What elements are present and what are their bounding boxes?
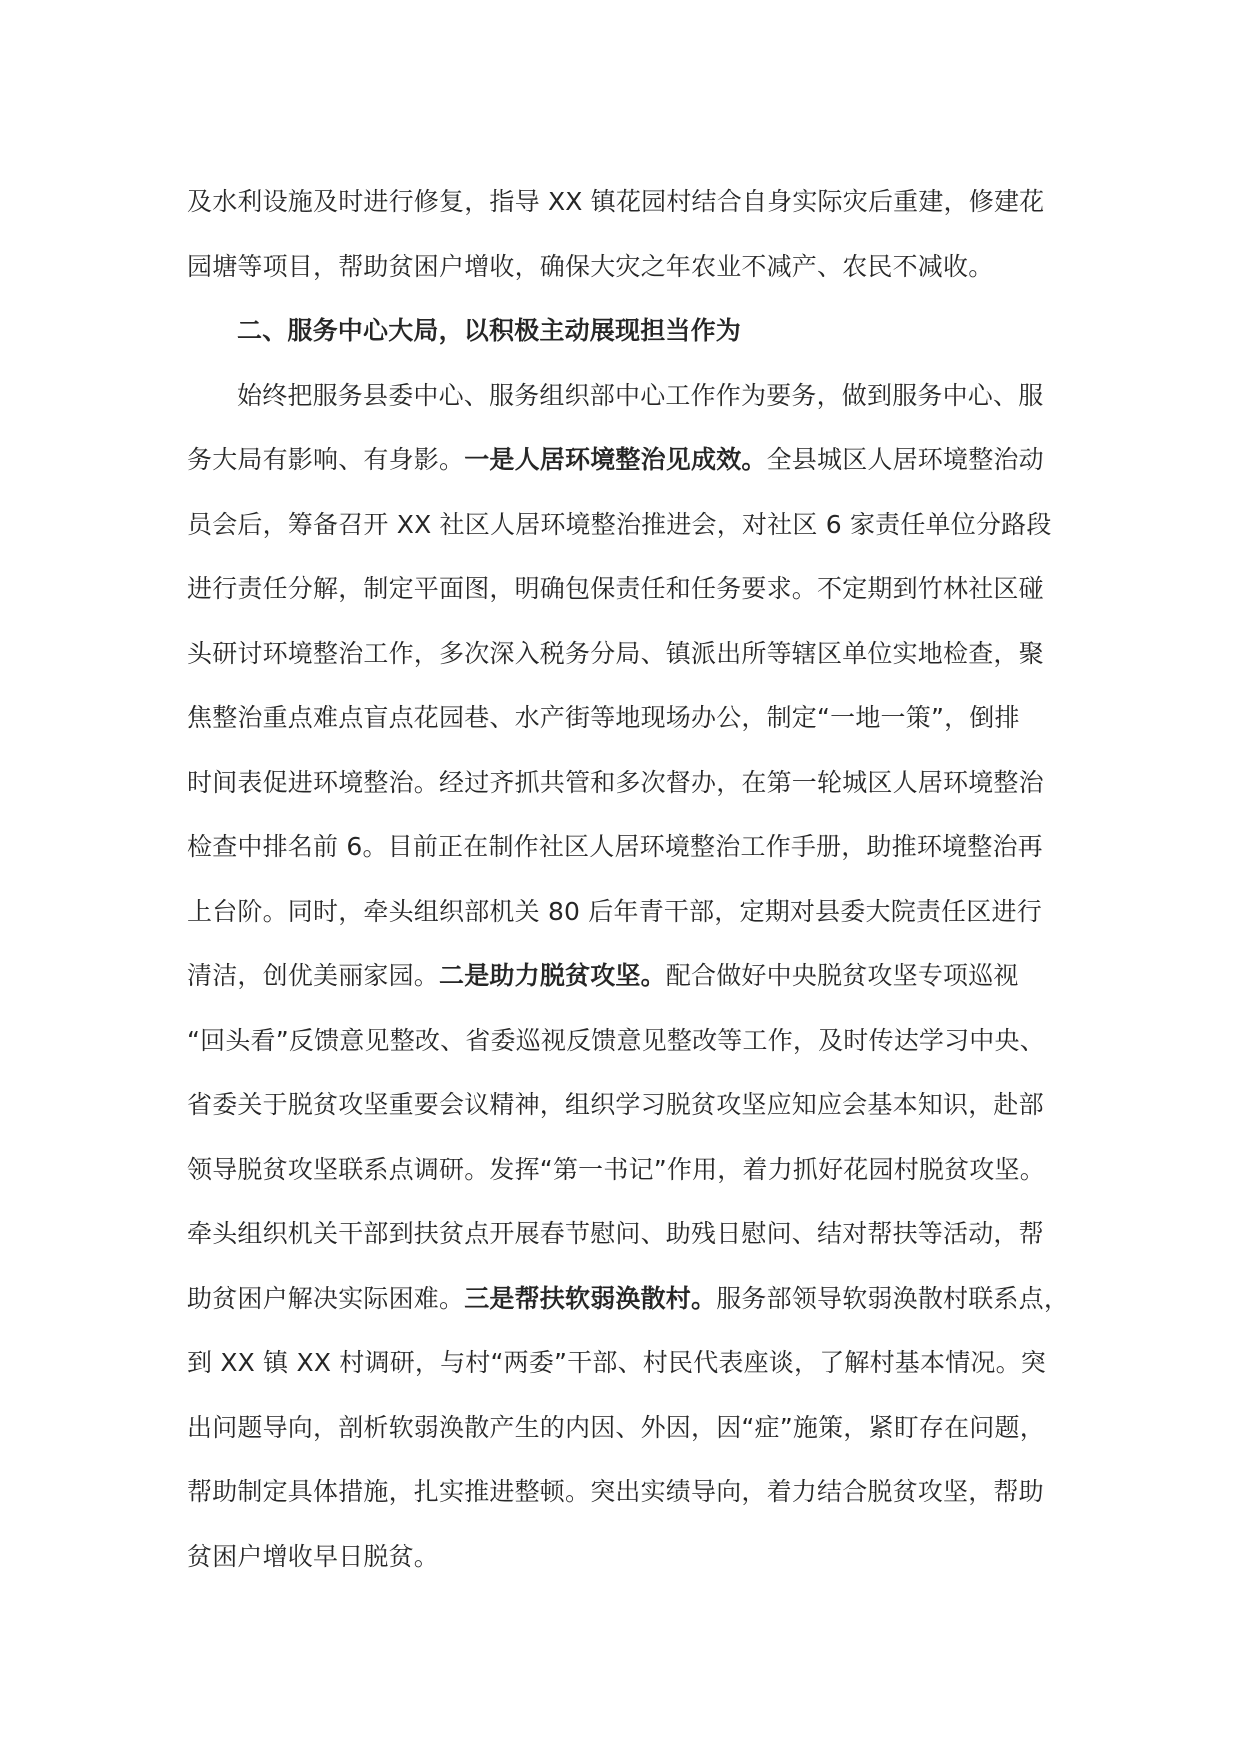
- paragraph-line: 始终把服务县委中心、服务组织部中心工作作为要务，做到服务中心、服: [237, 380, 1044, 410]
- bold-lead-text: 三是帮扶软弱涣散村。: [464, 1283, 717, 1313]
- paragraph-line: 时间表促进环境整治。经过齐抓共管和多次督办，在第一轮城区人居环境整治: [187, 767, 1044, 797]
- paragraph-line: 省委关于脱贫攻坚重要会议精神，组织学习脱贫攻坚应知应会基本知识，赴部: [187, 1090, 1044, 1119]
- text-run: 配合做好中央脱贫攻坚专项巡视: [665, 961, 1019, 990]
- text-run: 服务部领导软弱涣散村联系点，: [716, 1283, 1070, 1313]
- paragraph-line: 帮助制定具体措施，扎实推进整顿。突出实绩导向，着力结合脱贫攻坚，帮助: [187, 1477, 1044, 1506]
- paragraph-line: 焦整治重点难点盲点花园巷、水产街等地现场办公，制定“一地一策”，倒排: [187, 703, 1020, 732]
- paragraph-line: 员会后，筹备召开 XX 社区人居环境整治推进会，对社区 6 家责任单位分路段: [187, 509, 1052, 539]
- paragraph-line: 到 XX 镇 XX 村调研，与村“两委”干部、村民代表座谈，了解村基本情况。突: [187, 1348, 1046, 1377]
- paragraph-line: 贫困户增收早日脱贫。: [187, 1541, 440, 1571]
- paragraph-line: [187, 428, 1067, 493]
- section-heading: 二、服务中心大局，以积极主动展现担当作为: [237, 316, 742, 345]
- bold-lead-text: 二是助力脱贫攻坚。: [439, 961, 666, 990]
- paragraph-line: [187, 1267, 1070, 1332]
- paragraph-line: 领导脱贫攻坚联系点调研。发挥“第一书记”作用，着力抓好花园村脱贫攻坚。: [187, 1154, 1045, 1184]
- paragraph-line: 园塘等项目，帮助贫困户增收，确保大灾之年农业不减产、农民不减收。: [187, 251, 994, 281]
- paragraph-line: “回头看”反馈意见整改、省委巡视反馈意见整改等工作，及时传达学习中央、: [187, 1025, 1045, 1055]
- paragraph-line: 牵头组织机关干部到扶贫点开展春节慰问、助残日慰问、结对帮扶等活动，帮: [187, 1219, 1044, 1248]
- text-run: 务大局有影响、有身影。: [187, 445, 465, 474]
- document-body: [187, 170, 1070, 1589]
- text-run: 助贫困户解决实际困难。: [187, 1283, 465, 1313]
- paragraph-line: 及水利设施及时进行修复，指导 XX 镇花园村结合自身实际灾后重建，修建花: [187, 187, 1045, 216]
- paragraph-line: 上台阶。同时，牵头组织部机关 80 后年青干部，定期对县委大院责任区进行: [187, 896, 1042, 926]
- text-run: 清洁，创优美丽家园。: [187, 961, 440, 990]
- paragraph-line: 进行责任分解，制定平面图，明确包保责任和任务要求。不定期到竹林社区碰: [187, 574, 1044, 603]
- bold-lead-text: 一是人居环境整治见成效。: [464, 445, 767, 474]
- paragraph-line: 头研讨环境整治工作，多次深入税务分局、镇派出所等辖区单位实地检查，聚: [187, 638, 1044, 668]
- paragraph-line: 出问题导向，剖析软弱涣散产生的内因、外因，因“症”施策，紧盯存在问题，: [187, 1412, 1045, 1442]
- paragraph-line: [187, 944, 1067, 1009]
- text-run: 全县城区人居环境整治动: [766, 445, 1044, 474]
- paragraph-line: 检查中排名前 6。目前正在制作社区人居环境整治工作手册，助推环境整治再: [187, 832, 1043, 861]
